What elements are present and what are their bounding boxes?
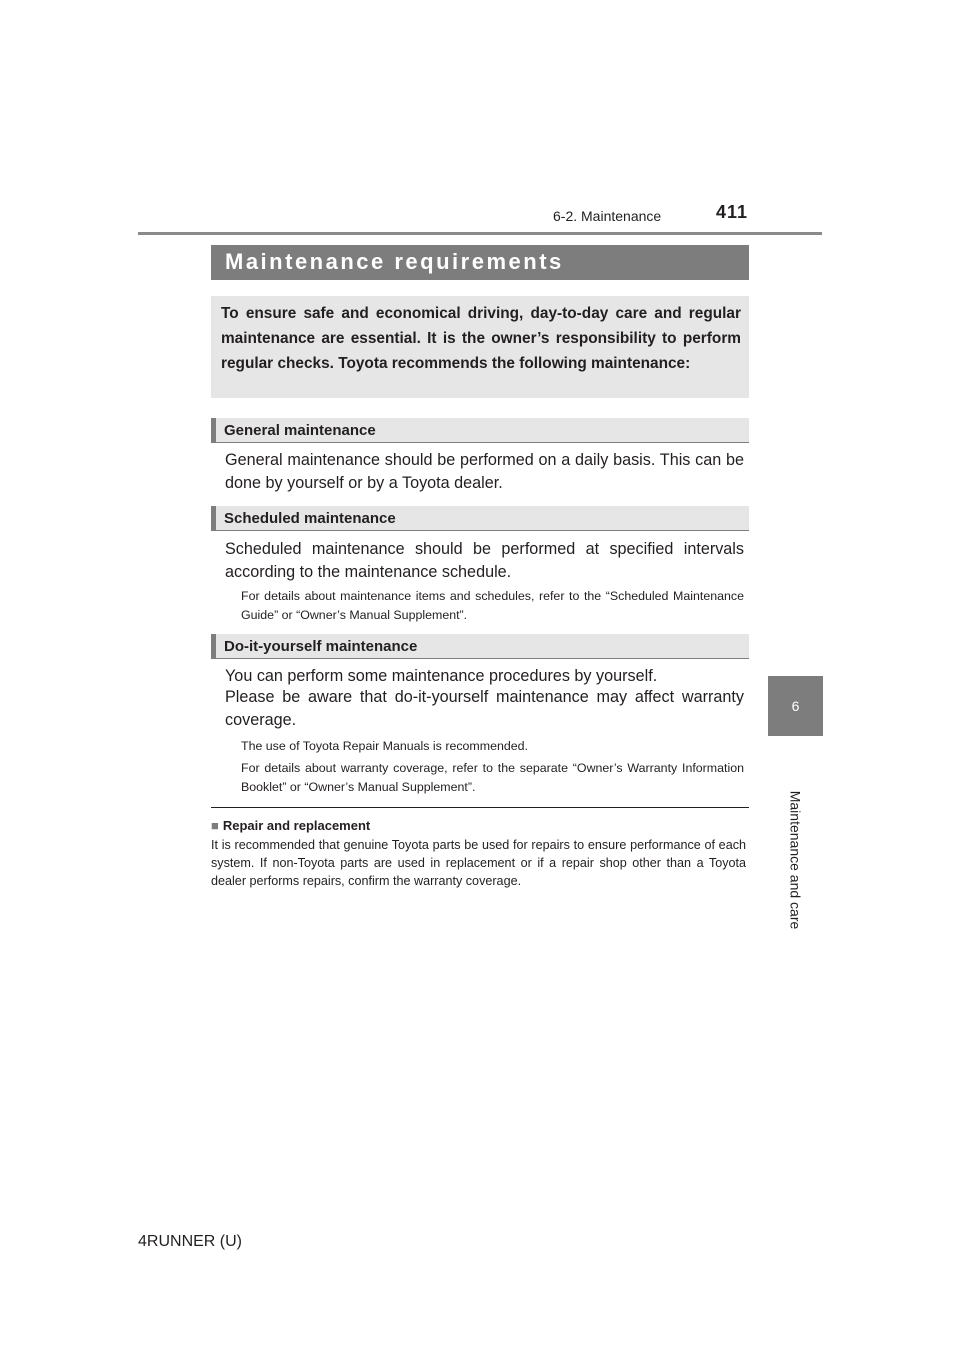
chapter-title: Maintenance and care <box>787 790 804 930</box>
square-bullet-icon: ■ <box>211 818 219 833</box>
general-maintenance-text: General maintenance should be performed on a daily basis. This can be done by yourself or by a Toyota dealer. <box>225 451 744 492</box>
diy-maintenance-note-2: For details about warranty coverage, refer to the separate “Owner’s Warranty Information Booklet” or “Owner’s Manual Supplement”. <box>241 761 744 794</box>
diy-maintenance-heading: Do-it-yourself maintenance <box>211 634 749 659</box>
chapter-tab-label <box>754 760 836 960</box>
section-divider <box>211 807 749 808</box>
page-number: 411 <box>716 202 749 222</box>
header-section-title: 6-2. Maintenance <box>553 208 662 224</box>
repair-heading-text: Repair and replacement <box>222 818 371 833</box>
scheduled-maintenance-text: Scheduled maintenance should be performed at specified intervals according to the maintenance schedule. <box>225 540 744 581</box>
repair-text: It is recommended that genuine Toyota parts be used for repairs to ensure performance of each system. If non-Toyota parts are used in replacement or if a repair shop other than a Toyota dealer performs repairs, confirm the warranty coverage. <box>211 838 746 888</box>
page-title: Maintenance requirements <box>225 249 564 274</box>
diy-maintenance-text-1: You can perform some maintenance procedures by yourself. <box>225 667 658 685</box>
intro-text: To ensure safe and economical driving, day-to-day care and regular maintenance are essential. It is the owner’s responsibility to perform regular checks. Toyota recommends the following maintenance: <box>221 305 741 372</box>
footer-model: 4RUNNER (U) <box>138 1233 242 1250</box>
intro-box <box>211 296 749 398</box>
scheduled-maintenance-note: For details about maintenance items and schedules, refer to the “Scheduled Maintenance Guide” or “Owner’s Manual Supplement”. <box>241 589 744 622</box>
chapter-tab <box>768 676 823 736</box>
scheduled-maintenance-heading: Scheduled maintenance <box>211 506 749 531</box>
page-title-bar <box>211 245 749 280</box>
diy-maintenance-note-1: The use of Toyota Repair Manuals is recommended. <box>241 739 528 753</box>
chapter-number: 6 <box>791 698 800 714</box>
header-rule <box>138 232 822 235</box>
repair-heading <box>211 817 370 835</box>
diy-maintenance-text-2: Please be aware that do-it-yourself maintenance may affect warranty coverage. <box>225 688 744 729</box>
general-maintenance-heading: General maintenance <box>211 418 749 443</box>
